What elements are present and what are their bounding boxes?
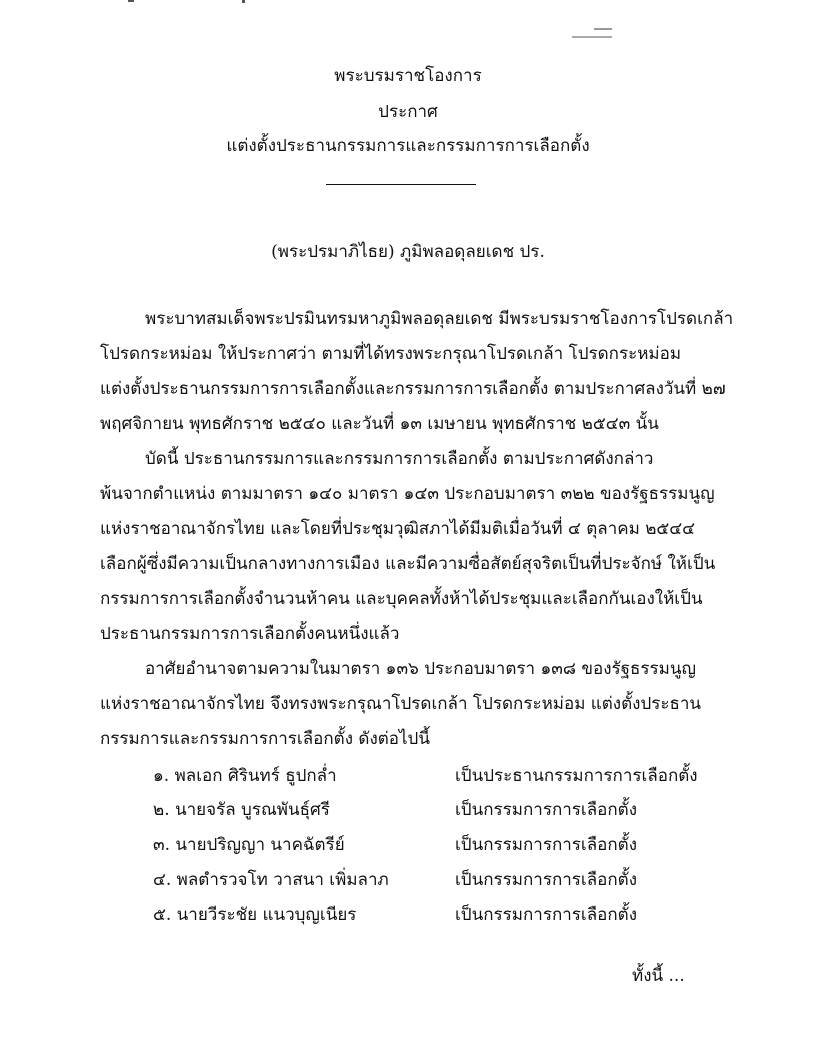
header-subtitle: ประกาศ [378, 102, 438, 122]
appointee-name: ๑. พลเอก ศิรินทร์ ธูปกล่ำ [153, 766, 337, 786]
appointee-name: ๕. นายวีระชัย แนวบุญเนียร [153, 905, 357, 925]
scan-speck [242, 0, 245, 3]
scan-speck [572, 36, 612, 38]
appointee-role: เป็นกรรมการการเลือกตั้ง [455, 905, 637, 925]
scan-speck [128, 0, 134, 2]
appointee-role: เป็นประธานกรรมการการเลือกตั้ง [455, 766, 698, 786]
continuation-text: ทั้งนี้ ... [632, 966, 685, 986]
royal-signature: (พระปรมาภิไธย) ภูมิพลอดุลยเดช ปร. [271, 242, 545, 262]
appointee-name: ๓. นายปริญญา นาคฉัตรีย์ [153, 835, 345, 855]
paragraph-line: กรรมการการเลือกตั้งจำนวนห้าคน และบุคคลทั้งห้าได้ประชุมและเลือกกันเองให้เป็น [100, 589, 703, 609]
paragraph-line: เลือกผู้ซึ่งมีความเป็นกลางทางการเมือง และมีความซื่อสัตย์สุจริตเป็นที่ประจักษ์ ให้เป็น [100, 554, 716, 574]
appointee-role: เป็นกรรมการการเลือกตั้ง [455, 800, 637, 820]
divider [326, 184, 476, 185]
paragraph-line: แห่งราชอาณาจักรไทย จึงทรงพระกรุณาโปรดเกล้า โปรดกระหม่อม แต่งตั้งประธาน [100, 694, 702, 714]
paragraph-line: แต่งตั้งประธานกรรมการการเลือกตั้งและกรรมการการเลือกตั้ง ตามประกาศลงวันที่ ๒๗ [100, 379, 726, 399]
header-heading: แต่งตั้งประธานกรรมการและกรรมการการเลือกตั้ง [226, 136, 590, 156]
paragraph-line: บัดนี้ ประธานกรรมการและกรรมการการเลือกตั้ง ตามประกาศดังกล่าว [145, 449, 654, 469]
paragraph-line: อาศัยอำนาจตามความในมาตรา ๑๓๖ ประกอบมาตรา ๑๓๘ ของรัฐธรรมนูญ [145, 659, 696, 679]
header-title: พระบรมราชโองการ [334, 66, 482, 86]
appointee-role: เป็นกรรมการการเลือกตั้ง [455, 870, 637, 890]
paragraph-line: พฤศจิกายน พุทธศักราช ๒๕๔๐ และวันที่ ๑๓ เมษายน พุทธศักราช ๒๕๔๓ นั้น [100, 414, 659, 434]
paragraph-line: พระบาทสมเด็จพระปรมินทรมหาภูมิพลอดุลยเดช มีพระบรมราชโองการโปรดเกล้า [145, 309, 734, 329]
paragraph-line: แห่งราชอาณาจักรไทย และโดยที่ประชุมวุฒิสภาได้มีมติเมื่อวันที่ ๔ ตุลาคม ๒๕๔๔ [100, 519, 696, 539]
paragraph-line: กรรมการและกรรมการการเลือกตั้ง ดังต่อไปนี้ [100, 729, 430, 749]
paragraph-line: ประธานกรรมการการเลือกตั้งคนหนึ่งแล้ว [100, 624, 400, 644]
appointee-name: ๒. นายจรัล บูรณพันธุ์ศรี [153, 800, 330, 820]
scan-speck [594, 28, 612, 30]
appointee-name: ๔. พลตำรวจโท วาสนา เพิ่มลาภ [153, 870, 389, 890]
appointee-role: เป็นกรรมการการเลือกตั้ง [455, 835, 637, 855]
paragraph-line: พ้นจากตำแหน่ง ตามมาตรา ๑๔๐ มาตรา ๑๔๓ ประกอบมาตรา ๓๒๒ ของรัฐธรรมนูญ [100, 484, 715, 504]
paragraph-line: โปรดกระหม่อม ให้ประกาศว่า ตามที่ได้ทรงพระกรุณาโปรดเกล้า โปรดกระหม่อม [100, 344, 682, 364]
